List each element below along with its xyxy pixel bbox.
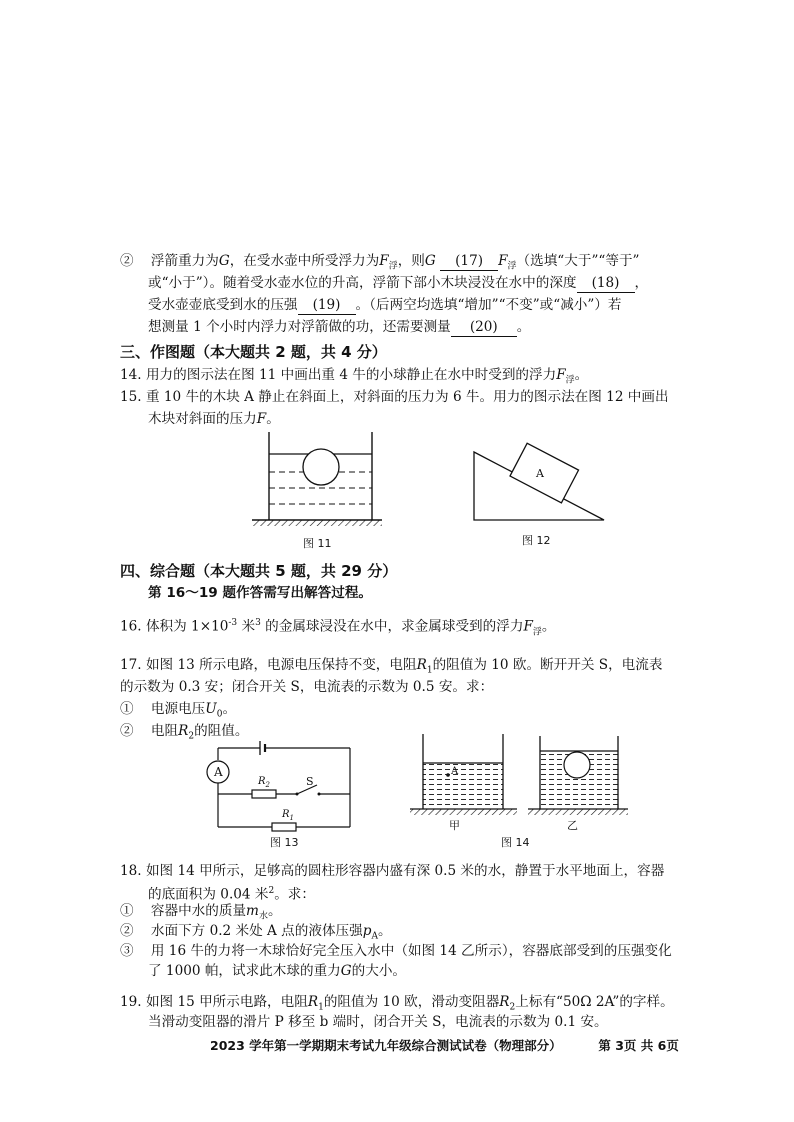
- yi-label: 乙: [567, 819, 578, 832]
- q17-sub2: ② 电阻$R_2$的阻值。: [120, 723, 249, 742]
- q13-part2-line3: 受水壶壶底受到水的压强 (19) 。（后两空均选填“增加”“不变”或“减小”）若: [148, 297, 622, 313]
- footer-page-number: 第 3页 共 6页: [598, 1038, 679, 1053]
- resistor-r1: [272, 823, 296, 831]
- figure-14: [405, 732, 630, 822]
- q15-line2: 木块对斜面的压力F。: [148, 411, 280, 427]
- switch-label: S: [306, 775, 314, 788]
- figure-11-caption: 图 11: [303, 537, 332, 550]
- q13-part2-line1: ② 浮箭重力为G，在受水壶中所受浮力为$F_浮$，则G (17) $F_浮$（选填“大于”“等于”: [120, 253, 640, 272]
- section4-note: 第 16～19 题作答需写出解答过程。: [148, 585, 373, 601]
- blank-18[interactable]: (18): [577, 274, 635, 293]
- ammeter-label: A: [214, 765, 223, 779]
- resistor-r2: [252, 790, 276, 798]
- figure-13-caption: 图 13: [270, 836, 299, 849]
- page-footer: [210, 1036, 679, 1054]
- r2-label: $R_2$: [258, 776, 270, 789]
- water-jia: [423, 763, 503, 809]
- q16-text: 16. 体积为 $1\times 10^{-3}$ 米$^3$ 的金属球浸没在水中，求金属球受到的浮力$F_浮$。: [120, 618, 556, 638]
- figure-11: [250, 430, 385, 535]
- footer-title: 2023 学年第一学期期末考试九年级综合测试试卷（物理部分）: [210, 1038, 562, 1053]
- ground-hatch: [252, 520, 382, 526]
- q17-sub1: ① 电源电压$U_0$。: [120, 701, 237, 720]
- jia-label: 甲: [449, 819, 460, 832]
- q15-line1: 15. 重 10 牛的木块 A 静止在斜面上，对斜面的压力为 6 牛。用力的图示法在图 12 中画出: [120, 389, 669, 405]
- q19-line1: 19. 如图 15 甲所示电路，电阻$R_1$的阻值为 10 欧，滑动变阻器$R_2$上标有“50Ω 2A”的字样。: [120, 994, 674, 1013]
- q13-part2-line2: 或“小于”）。随着受水壶水位的升高，浮箭下部小木块浸没在水中的深度 (18) ，: [148, 275, 649, 291]
- q18-line1: 18. 如图 14 甲所示，足够高的圆柱形容器内盛有深 0.5 米的水，静置于水平地面上，容器: [120, 863, 665, 879]
- q18-sub2: ② 水面下方 0.2 米处 A 点的液体压强$p_A$。: [120, 923, 392, 942]
- blank-19[interactable]: (19): [298, 296, 356, 315]
- point-a-label: A: [451, 766, 459, 777]
- q14-text: 14. 用力的图示法在图 11 中画出重 4 牛的小球静止在水中时受到的浮力$F_浮$。: [120, 367, 589, 386]
- q19-line2: 当滑动变阻器的滑片 P 移至 b 端时，闭合开关 S，电流表的示数为 0.1 安。: [148, 1014, 608, 1030]
- q17-line2: 的示数为 0.3 安；闭合开关 S，电流表的示数为 0.5 安。求：: [120, 679, 494, 695]
- section4-title: 四、综合题（本大题共 5 题，共 29 分）: [120, 562, 398, 580]
- r1-label: $R_1$: [282, 809, 294, 822]
- blank-20[interactable]: (20): [451, 318, 517, 337]
- ball: [303, 449, 339, 485]
- q18-sub1: ① 容器中水的质量$m_水$。: [120, 903, 282, 922]
- figure-14-caption: 图 14: [501, 836, 530, 849]
- q13-part2-line4: 想测量 1 个小时内浮力对浮箭做的功，还需要测量 (20) 。: [148, 319, 531, 335]
- wooden-ball: [564, 752, 590, 778]
- q18-line2: 的底面积为 0.04 米$^2$。求：: [148, 886, 315, 903]
- section3-title: 三、作图题（本大题共 2 题，共 4 分）: [120, 343, 387, 361]
- figure-13: [200, 738, 360, 833]
- blank-17[interactable]: (17): [440, 252, 498, 271]
- figure-12: [470, 440, 610, 525]
- point-a: [446, 773, 450, 777]
- q18-sub3-line1: ③ 用 16 牛的力将一木球恰好完全压入水中（如图 14 乙所示），容器底部受到的压强变化: [120, 943, 672, 959]
- q18-sub3-line2: 了 1000 帕，试求此木球的重力G的大小。: [148, 963, 407, 979]
- block-a-label: A: [536, 467, 544, 480]
- q17-line1: 17. 如图 13 所示电路，电源电压保持不变，电阻$R_1$的阻值为 10 欧。断开开关 S，电流表: [120, 657, 663, 676]
- figure-12-caption: 图 12: [522, 534, 551, 547]
